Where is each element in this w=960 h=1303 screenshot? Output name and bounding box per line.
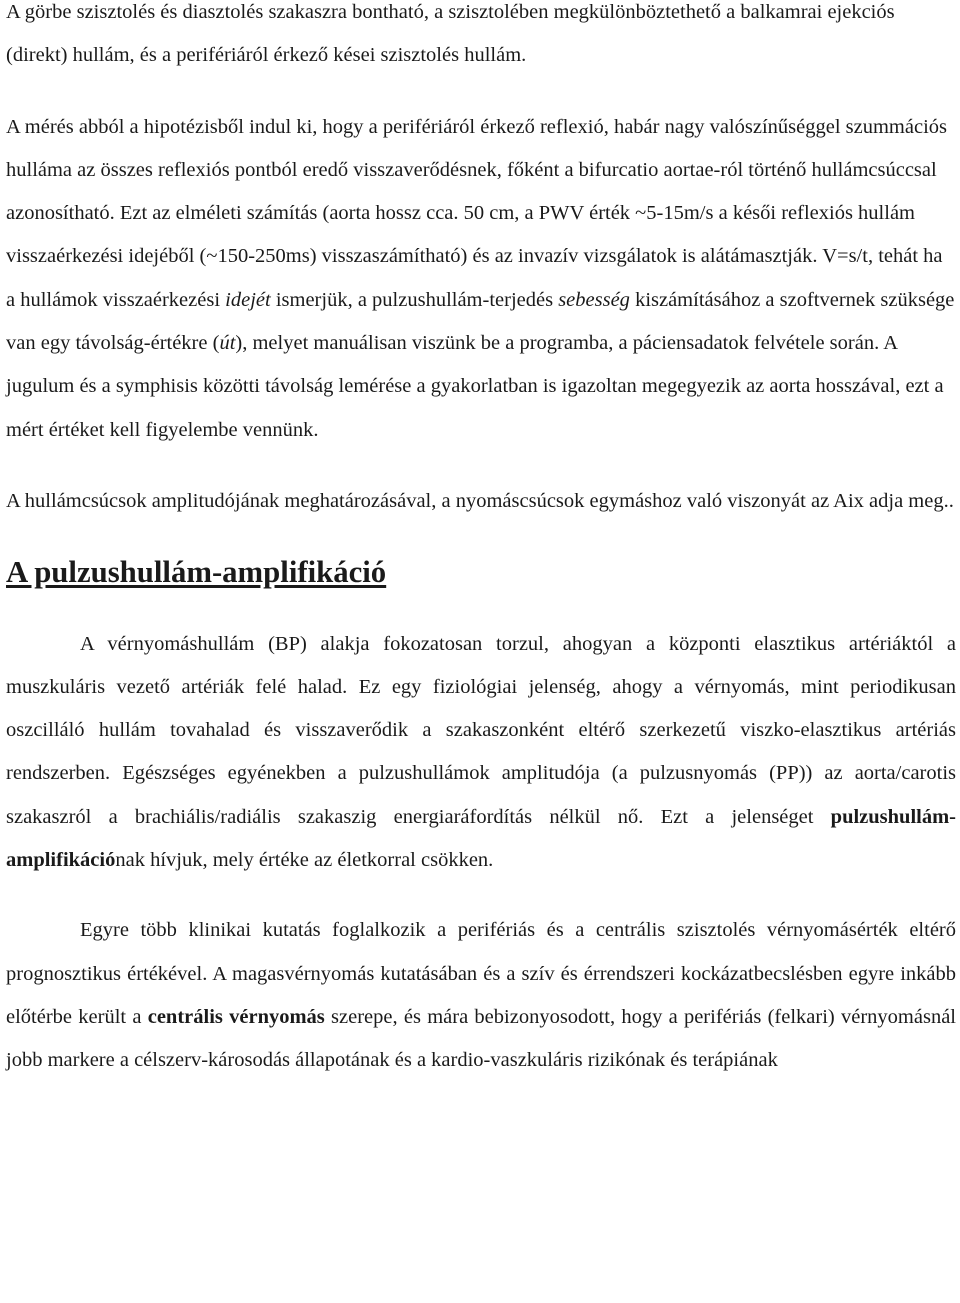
document-page xyxy=(6,0,956,1083)
paragraph-text: A vérnyomáshullám (BP) alakja fokozatosan torzul, ahogyan a központi elasztikus artériáktól a muszkuláris vezető artériák felé halad. Ez egy fiziológiai jelenség, ahogy a vérnyomás, mint periodikusan oszcilláló hullám tovahalad és visszaverődik a szakaszonként eltérő szerkezetű viszko-elasztikus artériás rendszerben. Egészséges egyénekben a pulzushullámok amplitudója (a pulzusnyomás (PP)) az aorta/carotis szakaszról a brachiális/radiális szakaszig energiaráfordítás nélkül nő. Ezt a jelenséget xyxy=(6,632,956,828)
paragraph-text: szerepe, és mára bebizonyosodott, hogy a perifériás (felkari) vérnyomásnál jobb markere a célszerv-károsodás állapotának és a kardio-vaszkuláris rizikónak és terápiának xyxy=(6,1005,956,1072)
italic-term-distance: út xyxy=(219,332,236,355)
italic-term-time: idejét xyxy=(225,288,271,311)
bold-term-central-pressure: centrális vérnyomás xyxy=(147,1005,325,1028)
paragraph-text: ismerjük, a pulzushullám-terjedés xyxy=(270,288,559,311)
paragraph-gap xyxy=(6,78,956,106)
paragraph-text: A mérés abból a hipotézisből indul ki, hogy a perifériáról érkező reflexió, habár nagy valószínűséggel szummációs hulláma az összes reflexiós pontból eredő visszaverődésnek, főként a bifurcatio aortae-ról történő hullámcsúccsal azonosítható. Ezt az elméleti számítás (aorta hossz cca. 50 cm, a PWV érték ~5-15m/s a késői reflexiós hullám visszaérkezési idejéből (~150-250ms) visszaszámítható) és az invazív vizsgálatok is alátámasztják. V=s/t, tehát ha a hullámok visszaérkezési xyxy=(6,115,947,311)
paragraph-gap xyxy=(6,452,956,480)
paragraph-gap xyxy=(6,523,956,551)
paragraph-text: nak hívjuk, mely értéke az életkorral csökken. xyxy=(115,849,494,872)
paragraph-gap xyxy=(6,882,956,909)
paragraph-text: Egyre több klinikai kutatás foglalkozik a perifériás és a centrális szisztolés vérnyomásérték eltérő prognosztikus értékével. A magasvérnyomás kutatásában és a szív és érrendszeri kockázatbecslésben egyre inkább előtérbe került a xyxy=(6,919,956,1028)
paragraph-systolic-curve xyxy=(6,0,956,78)
bold-term-amplification: pulzushullám-amplifikáció xyxy=(6,805,956,872)
paragraph-text: A görbe szisztolés és diasztolés szakaszra bontható, a szisztolében megkülönböztethető a balkamrai ejekciós (direkt) hullám, és a perifériáról érkező kései szisztolés hullám. xyxy=(6,1,895,67)
paragraph-central-pressure xyxy=(6,909,956,1082)
paragraph-gap xyxy=(6,595,956,623)
paragraph-text: A hullámcsúcsok amplitudójának meghatározásával, a nyomáscsúcsok egymáshoz való viszonyát az Aix adja meg.. xyxy=(6,489,954,512)
paragraph-text: kiszámításához a szoftvernek szüksége van egy távolság-értékre ( xyxy=(6,288,955,355)
paragraph-pulse-amplification xyxy=(6,623,956,883)
italic-term-velocity: sebesség xyxy=(558,288,630,311)
paragraph-aix xyxy=(6,480,956,523)
section-heading: A pulzushullám-amplifikáció xyxy=(6,555,387,590)
paragraph-text: ), melyet manuálisan viszünk be a programba, a páciensadatok felvétele során. A jugulum és a symphisis közötti távolság lemérése a gyakorlatban is igazoltan megegyezik az aorta hosszával, ezt a mért értéket kell figyelembe vennünk. xyxy=(6,332,944,441)
paragraph-measurement-hypothesis xyxy=(6,106,956,452)
